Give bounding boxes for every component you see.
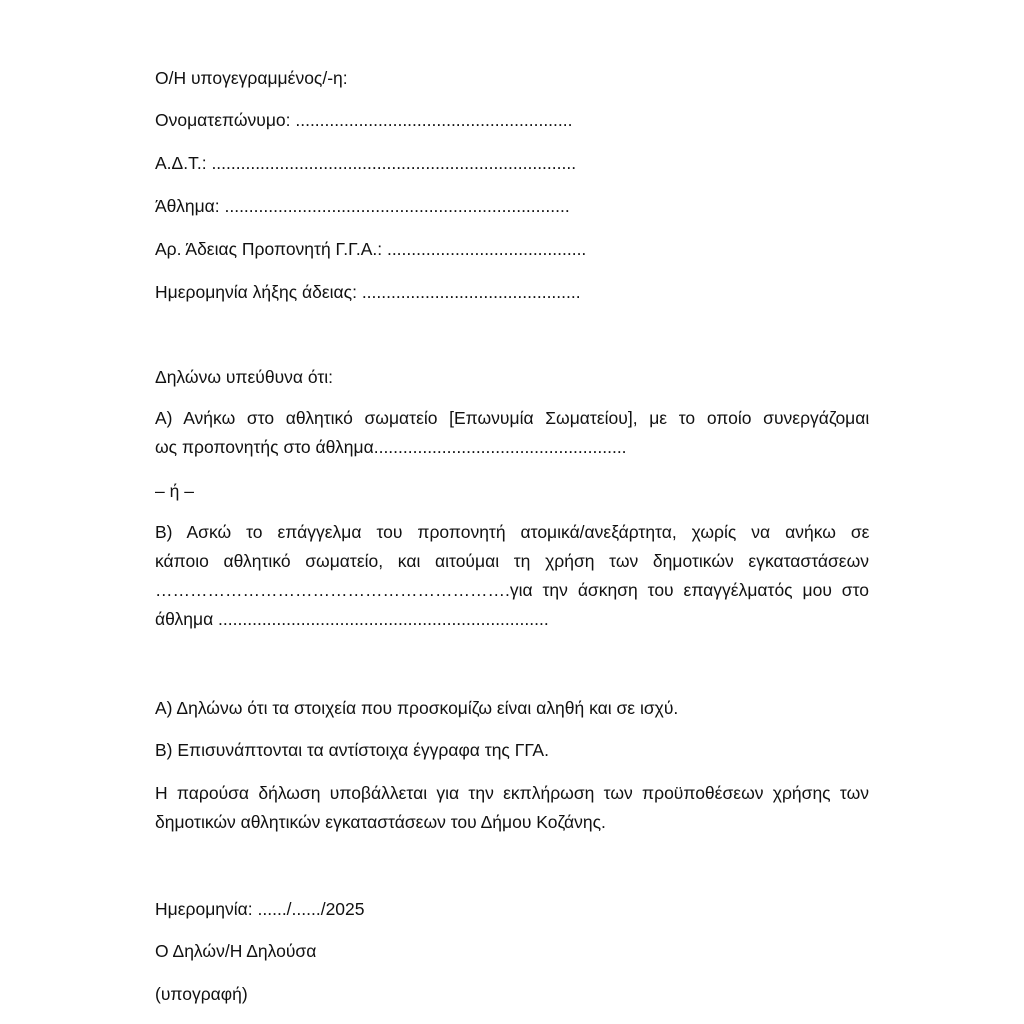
purpose-line-2: δημοτικών αθλητικών εγκαταστάσεων του Δήμου Κοζάνης. xyxy=(155,812,606,832)
full-name-field: Ονοματεπώνυμο: ......................................................... xyxy=(155,110,573,130)
purpose-line-1: Η παρούσα δήλωση υποβάλλεται για την εκπλήρωση των προϋποθέσεων χρήσης των xyxy=(155,783,869,803)
declaration-page xyxy=(155,0,869,1024)
coach-license-field: Αρ. Άδειας Προπονητή Γ.Γ.Α.: ......................................... xyxy=(155,239,587,259)
signatory-label: Ο/Η υπογεγραμμένος/-η: xyxy=(155,68,348,88)
declarant-label: Ο Δηλών/Η Δηλούσα xyxy=(155,941,317,961)
option-a-paragraph xyxy=(155,404,869,462)
or-separator: – ή – xyxy=(155,481,194,501)
option-b-paragraph xyxy=(155,518,869,634)
option-b-line-3: …………………………………………………….για την άσκηση του επαγγέλματός μου στο xyxy=(155,580,869,600)
declaration-intro: Δηλώνω υπεύθυνα ότι: xyxy=(155,367,334,387)
option-b-line-1: Β) Ασκώ το επάγγελμα του προπονητή ατομικά/ανεξάρτητα, χωρίς να ανήκω σε xyxy=(155,522,870,542)
statement-b: Β) Επισυνάπτονται τα αντίστοιχα έγγραφα της ΓΓΑ. xyxy=(155,740,549,760)
sport-field: Άθλημα: ....................................................................... xyxy=(155,196,570,216)
option-b-line-2: κάποιο αθλητικό σωματείο, και αιτούμαι τη χρήση των δημοτικών εγκαταστάσεων xyxy=(155,551,869,571)
statement-a: Α) Δηλώνω ότι τα στοιχεία που προσκομίζω είναι αληθή και σε ισχύ. xyxy=(155,698,679,718)
option-a-line-2: ως προπονητής στο άθλημα.................................................... xyxy=(155,437,627,457)
date-field: Ημερομηνία: ....../....../2025 xyxy=(155,899,365,919)
signature-label: (υπογραφή) xyxy=(155,984,248,1004)
option-a-line-1: Α) Ανήκω στο αθλητικό σωματείο [Επωνυμία Σωματείου], με το οποίο συνεργάζομαι xyxy=(155,408,870,428)
purpose-paragraph xyxy=(155,779,869,837)
license-expiry-field: Ημερομηνία λήξης άδειας: ............................................. xyxy=(155,282,581,302)
id-number-field: Α.Δ.Τ.: ........................................................................... xyxy=(155,153,577,173)
option-b-line-4: άθλημα .................................................................... xyxy=(155,609,549,629)
